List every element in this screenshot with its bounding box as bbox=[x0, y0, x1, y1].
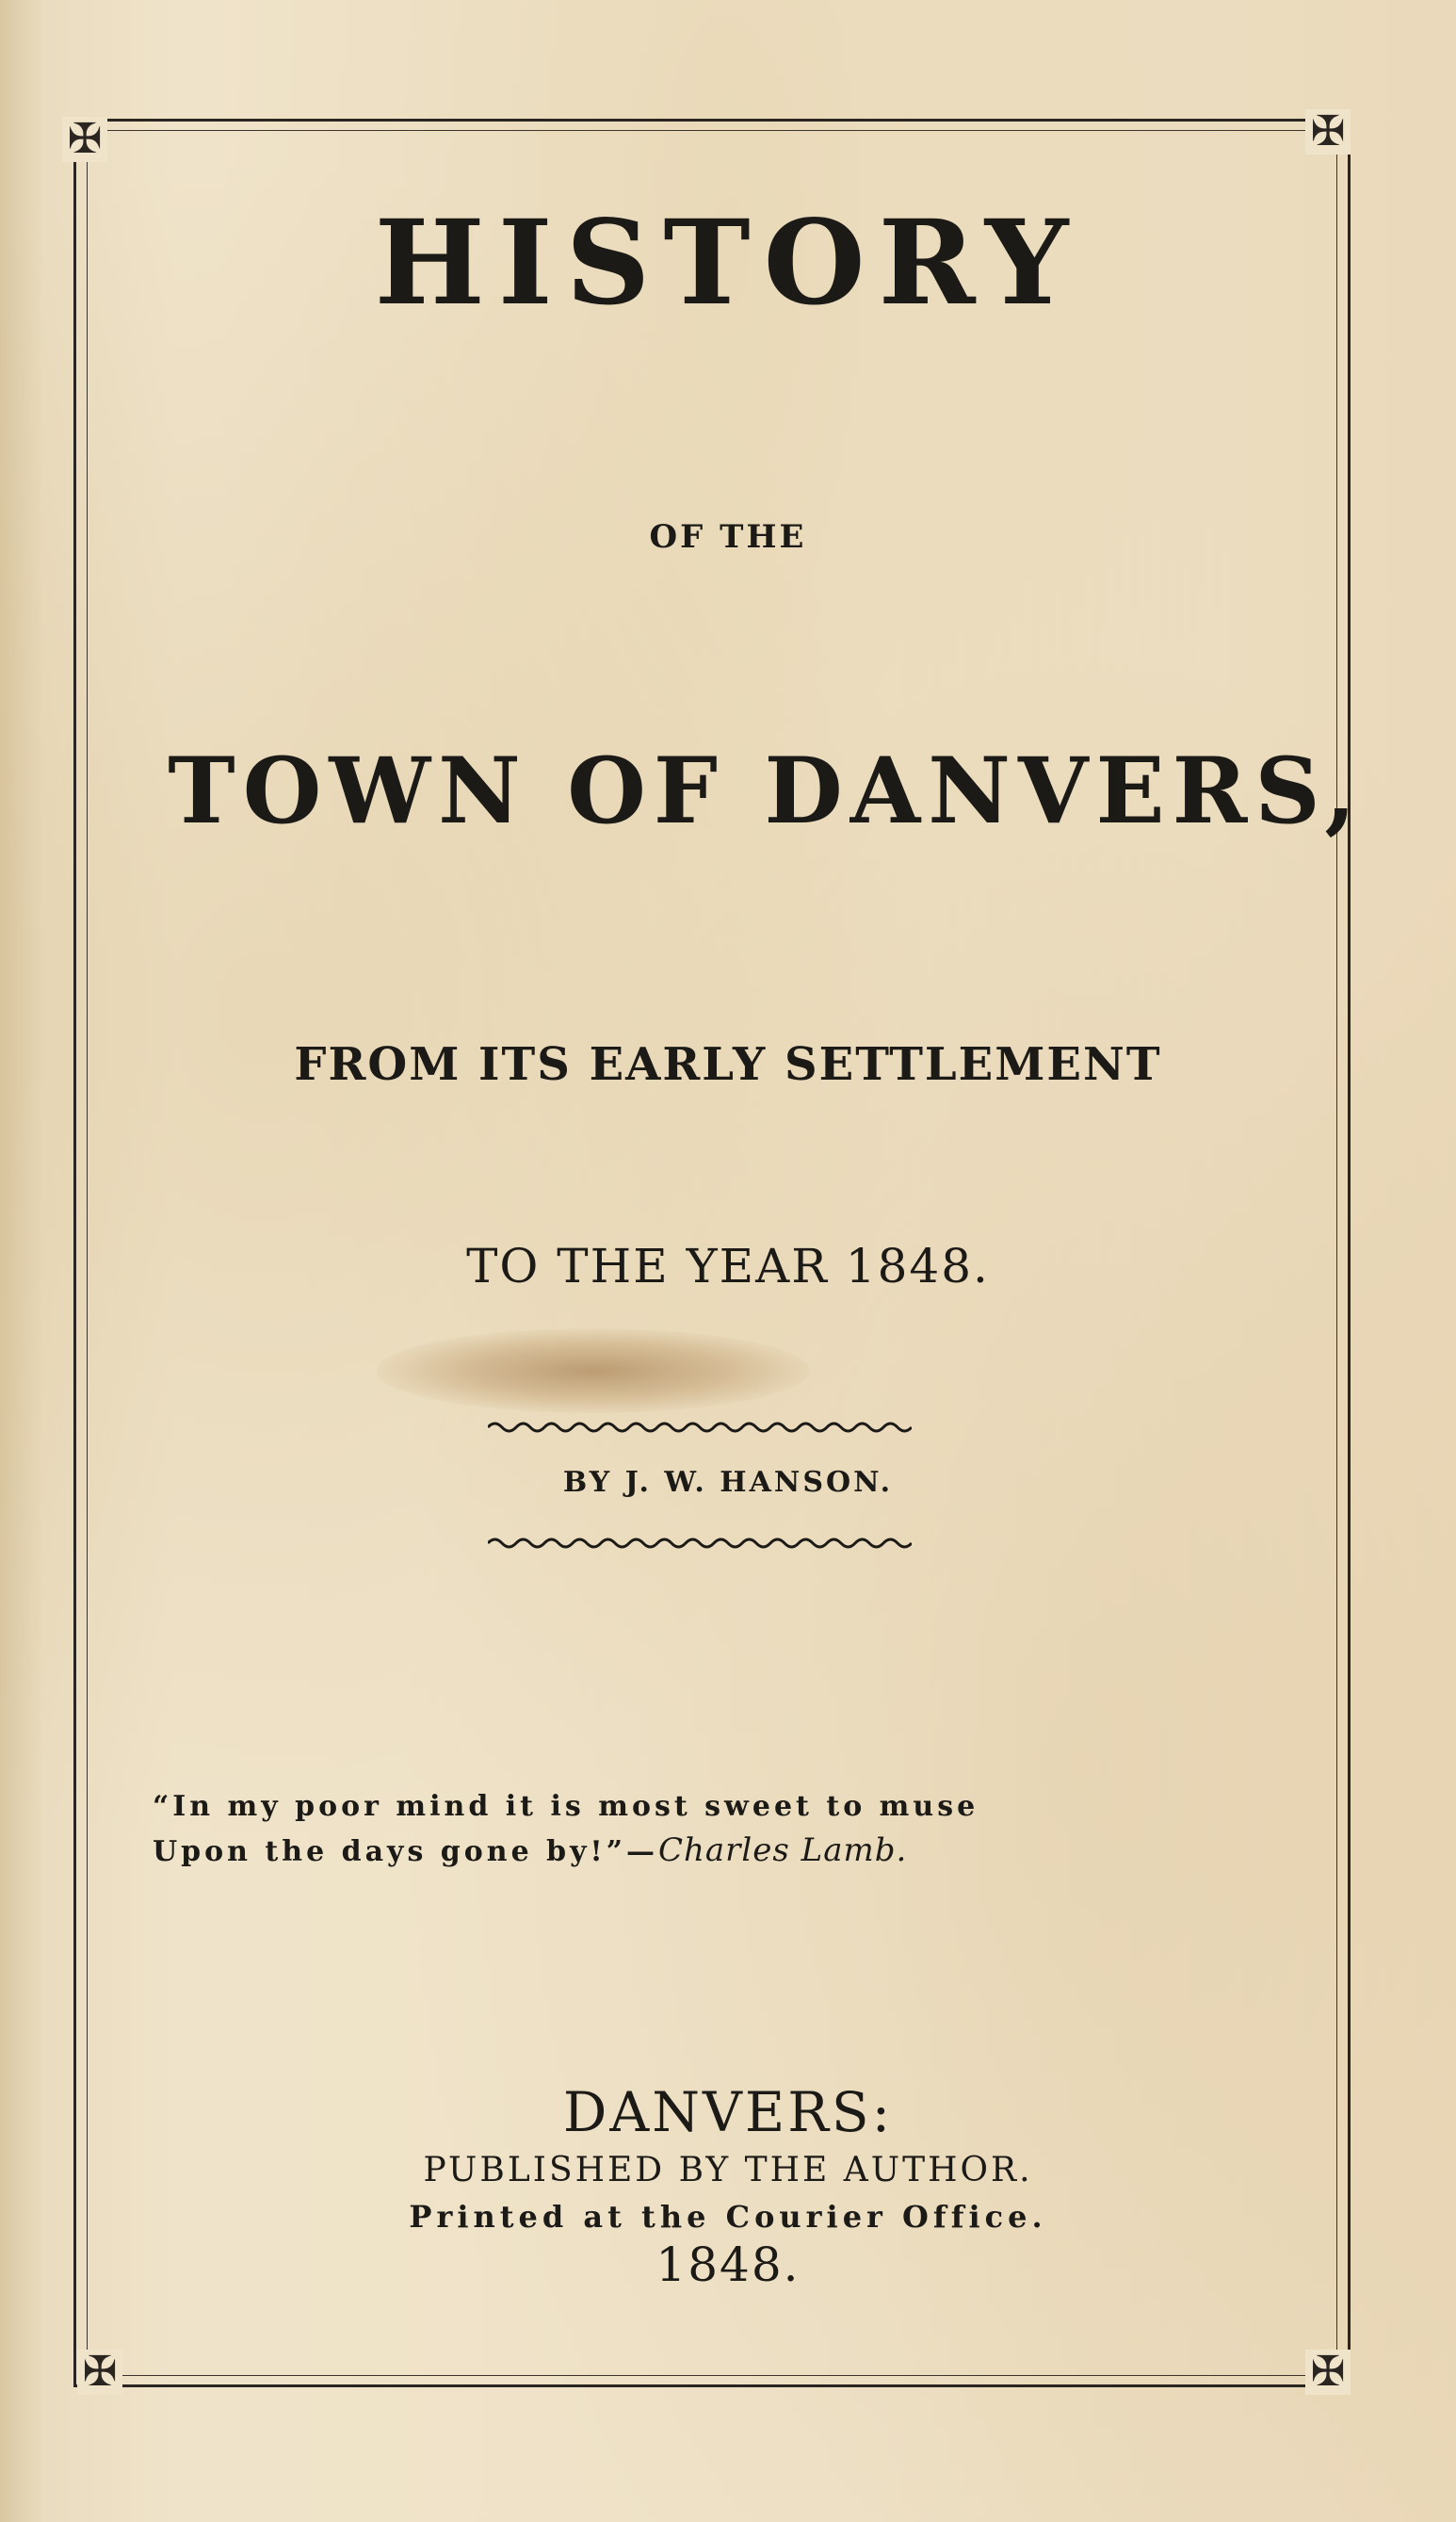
author-line: BY J. W. HANSON. bbox=[562, 1466, 894, 1499]
fleuron-icon: ✠ bbox=[62, 117, 107, 162]
fleuron-icon: ✠ bbox=[1305, 109, 1351, 155]
imprint-year: 1848. bbox=[655, 2237, 801, 2292]
fleuron-icon: ✠ bbox=[1305, 2350, 1351, 2395]
imprint-place: DANVERS: bbox=[562, 2080, 894, 2144]
epigraph-line-1: “In my poor mind it is most sweet to muse bbox=[153, 1790, 979, 1823]
imprint-publisher: PUBLISHED BY THE AUTHOR. bbox=[423, 2151, 1033, 2189]
subtitle-to: TO THE YEAR 1848. bbox=[466, 1239, 990, 1294]
imprint-printer: Printed at the Courier Office. bbox=[409, 2199, 1047, 2235]
title-connector: OF THE bbox=[649, 518, 807, 556]
wavy-rule-icon bbox=[488, 1418, 912, 1437]
epigraph-text: Upon the days gone by!”— bbox=[153, 1835, 658, 1868]
epigraph-attribution: Charles Lamb. bbox=[657, 1831, 908, 1869]
fleuron-icon: ✠ bbox=[77, 2350, 122, 2395]
book-title: HISTORY bbox=[374, 195, 1082, 332]
book-subject: TOWN OF DANVERS, bbox=[168, 738, 1364, 844]
epigraph-line-2 bbox=[153, 1830, 1207, 1873]
subtitle-from: FROM ITS EARLY SETTLEMENT bbox=[294, 1038, 1162, 1091]
wavy-rule-icon bbox=[488, 1534, 912, 1553]
